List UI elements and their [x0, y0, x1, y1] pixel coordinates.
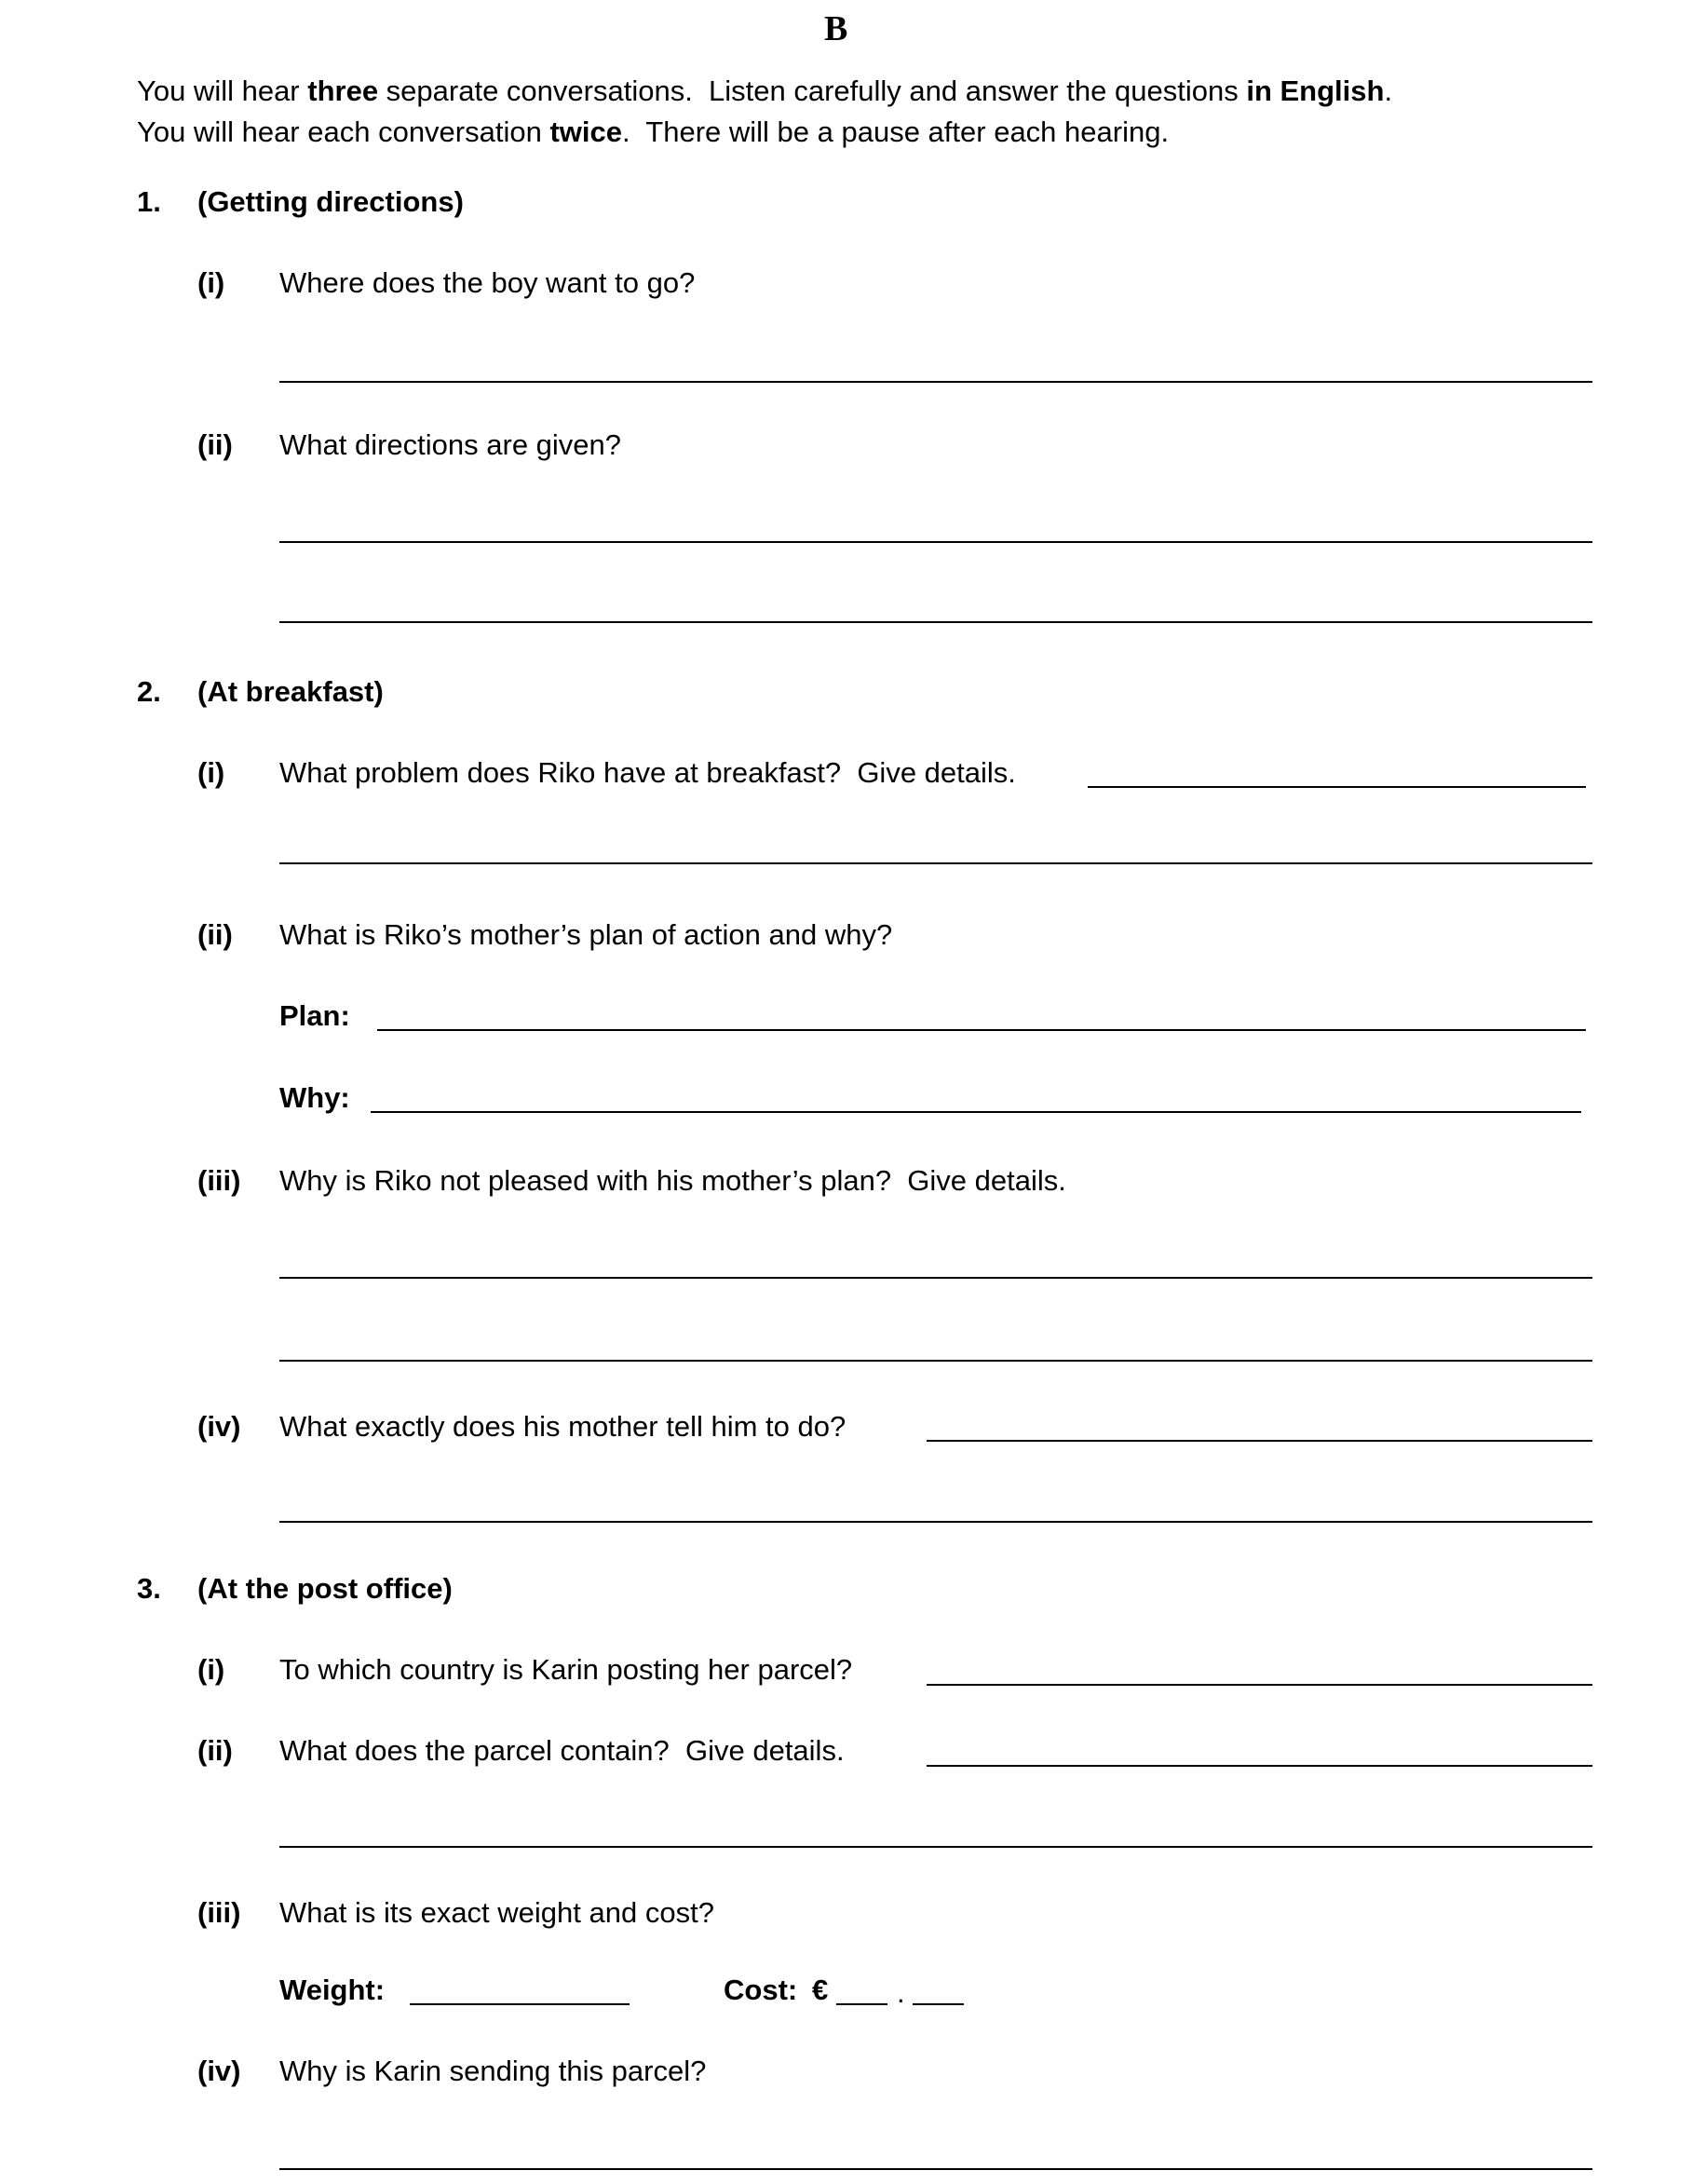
q2-iv-answer-line-2[interactable]: [279, 1521, 1592, 1523]
q1-ii-answer-line-2[interactable]: [279, 621, 1592, 623]
q1-ii-answer-line-1[interactable]: [279, 541, 1592, 543]
q3-iii-cost-label: Cost:: [724, 1974, 798, 2006]
decimal-point: .: [897, 1976, 905, 2009]
instr-bold: twice: [549, 115, 622, 148]
q3-i-text: To which country is Karin posting her parcel?: [279, 1653, 853, 1686]
instr-text: separate conversations. Listen carefully and answer the questions: [378, 75, 1247, 107]
q2-iv-label: (iv): [197, 1410, 241, 1443]
instructions-line-2: [137, 117, 1169, 146]
section-1-number: 1.: [137, 185, 161, 218]
q1-i-answer-line[interactable]: [279, 381, 1592, 383]
q3-iii-weight-label: Weight:: [279, 1974, 386, 2006]
q3-ii-text: What does the parcel contain? Give details.: [279, 1734, 845, 1767]
q2-ii-plan-answer-line[interactable]: [377, 1029, 1586, 1031]
instr-text: You will hear: [137, 75, 308, 107]
q3-iii-weight-answer-line[interactable]: [410, 2003, 630, 2005]
q2-i-text: What problem does Riko have at breakfast? Give details.: [279, 756, 1016, 789]
q2-ii-text: What is Riko’s mother’s plan of action and why?: [279, 918, 893, 951]
q2-ii-why-label: Why:: [279, 1081, 350, 1114]
q3-iii-cost-cents-line[interactable]: [913, 2003, 964, 2005]
section-2-number: 2.: [137, 675, 161, 708]
q2-iii-answer-line-1[interactable]: [279, 1277, 1592, 1279]
section-3-number: 3.: [137, 1572, 161, 1605]
q3-iii-cost-euros-line[interactable]: [836, 2003, 887, 2005]
q3-iv-text: Why is Karin sending this parcel?: [279, 2055, 707, 2087]
q1-ii-text: What directions are given?: [279, 428, 622, 461]
q2-iii-text: Why is Riko not pleased with his mother’s plan? Give details.: [279, 1164, 1066, 1197]
q3-iv-answer-line[interactable]: [279, 2168, 1592, 2170]
q3-iii-label: (iii): [197, 1896, 241, 1929]
q2-i-label: (i): [197, 756, 225, 789]
q3-iv-label: (iv): [197, 2055, 241, 2087]
q2-ii-label: (ii): [197, 918, 233, 951]
q2-iv-answer-line-inline[interactable]: [927, 1440, 1592, 1442]
section-3-title: (At the post office): [197, 1572, 453, 1605]
q3-i-label: (i): [197, 1653, 225, 1686]
q3-iii-text: What is its exact weight and cost?: [279, 1896, 714, 1929]
q2-ii-plan-label: Plan:: [279, 999, 350, 1032]
q1-ii-label: (ii): [197, 428, 233, 461]
instr-text: You will hear each conversation: [137, 115, 550, 148]
q3-i-answer-line[interactable]: [927, 1684, 1592, 1686]
q2-iii-answer-line-2[interactable]: [279, 1360, 1592, 1362]
q2-iii-label: (iii): [197, 1164, 241, 1197]
section-2-title: (At breakfast): [197, 675, 384, 708]
instr-text: . There will be a pause after each hearing.: [622, 115, 1170, 148]
instructions-line-1: [137, 76, 1392, 105]
q2-iv-text: What exactly does his mother tell him to do?: [279, 1410, 846, 1443]
instr-bold: three: [307, 75, 379, 107]
q1-i-text: Where does the boy want to go?: [279, 266, 696, 299]
q2-ii-why-answer-line[interactable]: [371, 1111, 1581, 1113]
instr-text: .: [1384, 75, 1393, 107]
section-letter: B: [824, 9, 848, 48]
instr-bold: in English: [1246, 75, 1385, 107]
q1-i-label: (i): [197, 266, 225, 299]
q2-i-answer-line-2[interactable]: [279, 862, 1592, 864]
q2-i-answer-line-inline[interactable]: [1088, 786, 1586, 788]
q3-ii-answer-line-inline[interactable]: [927, 1765, 1592, 1767]
q3-ii-answer-line-2[interactable]: [279, 1846, 1592, 1848]
section-1-title: (Getting directions): [197, 185, 464, 218]
q3-ii-label: (ii): [197, 1734, 233, 1767]
euro-symbol: €: [812, 1974, 829, 2006]
